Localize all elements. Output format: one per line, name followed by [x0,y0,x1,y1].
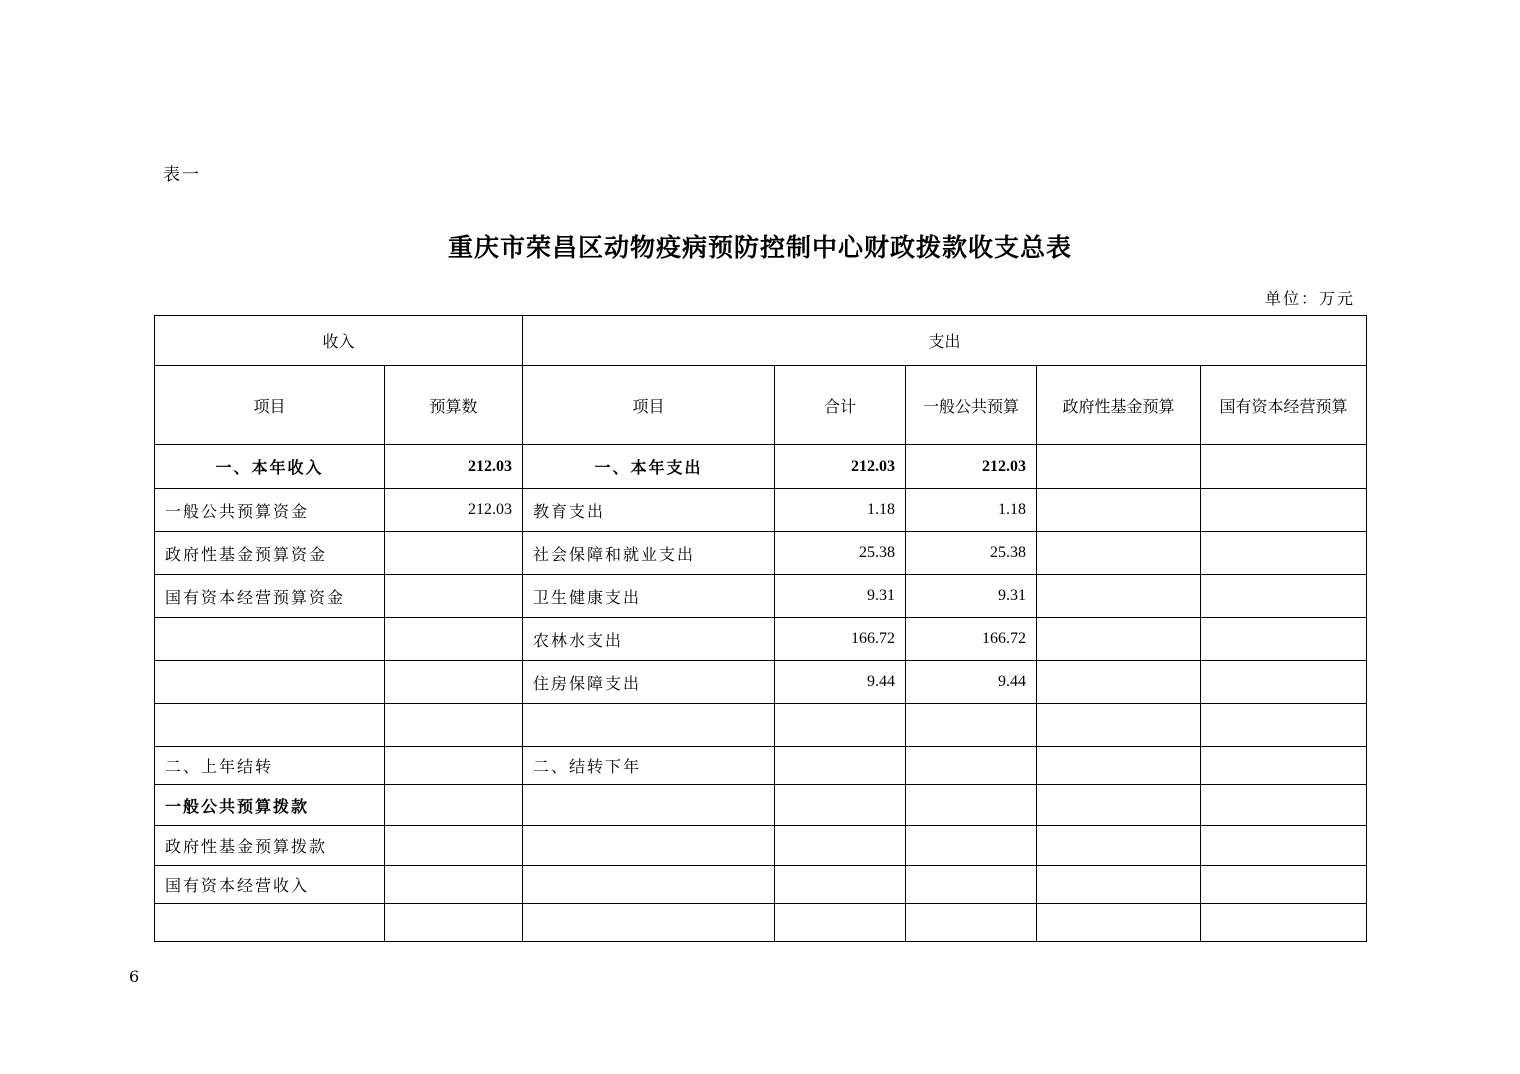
total-cell [775,826,906,866]
state-capital-cell [1201,618,1367,661]
income-item-cell [155,904,385,942]
income-budget-cell [385,785,523,826]
table-row [155,489,1367,532]
general-budget-cell [906,826,1037,866]
state-capital-cell [1201,866,1367,904]
income-budget-cell: 212.03 [385,445,523,489]
income-item-cell: 政府性基金预算资金 [155,532,385,575]
state-capital-cell [1201,785,1367,826]
total-cell: 166.72 [775,618,906,661]
expense-item-cell [523,826,775,866]
general-budget-cell: 212.03 [906,445,1037,489]
table-label: 表一 [163,165,201,185]
expense-item-cell: 社会保障和就业支出 [523,532,775,575]
income-header: 收入 [155,316,523,366]
state-capital-cell [1201,704,1367,747]
table-row [155,618,1367,661]
total-cell [775,747,906,785]
total-cell: 9.44 [775,661,906,704]
table-row [155,445,1367,489]
general-budget-cell: 166.72 [906,618,1037,661]
total-cell [775,785,906,826]
income-budget-cell [385,826,523,866]
income-item-cell: 二、上年结转 [155,747,385,785]
table-row [155,532,1367,575]
state-capital-cell [1201,661,1367,704]
income-budget-cell [385,747,523,785]
gov-fund-cell [1037,904,1201,942]
budget-table [154,315,1367,942]
table-row [155,661,1367,704]
total-cell: 25.38 [775,532,906,575]
total-cell: 212.03 [775,445,906,489]
col-total: 合计 [775,366,906,445]
general-budget-cell: 25.38 [906,532,1037,575]
expense-item-cell [523,904,775,942]
income-budget-cell [385,704,523,747]
expense-item-cell: 卫生健康支出 [523,575,775,618]
gov-fund-cell [1037,661,1201,704]
total-cell [775,904,906,942]
table-row [155,904,1367,942]
state-capital-cell [1201,575,1367,618]
state-capital-cell [1201,445,1367,489]
income-item-cell: 一般公共预算资金 [155,489,385,532]
gov-fund-cell [1037,704,1201,747]
col-gov-fund-budget: 政府性基金预算 [1037,366,1201,445]
col-state-capital-budget: 国有资本经营预算 [1201,366,1367,445]
income-item-cell: 政府性基金预算拨款 [155,826,385,866]
total-cell: 1.18 [775,489,906,532]
general-budget-cell: 9.44 [906,661,1037,704]
gov-fund-cell [1037,489,1201,532]
expense-item-cell: 农林水支出 [523,618,775,661]
table-row [155,785,1367,826]
income-budget-cell [385,532,523,575]
general-budget-cell [906,785,1037,826]
expense-item-cell [523,866,775,904]
total-cell [775,866,906,904]
unit-label: 单位：万元 [1264,289,1355,308]
table-row [155,826,1367,866]
income-budget-cell [385,575,523,618]
general-budget-cell [906,747,1037,785]
general-budget-cell: 9.31 [906,575,1037,618]
table-row [155,747,1367,785]
col-income-budget: 预算数 [385,366,523,445]
expense-header: 支出 [523,316,1367,366]
expense-item-cell [523,785,775,826]
gov-fund-cell [1037,532,1201,575]
state-capital-cell [1201,826,1367,866]
state-capital-cell [1201,532,1367,575]
income-budget-cell [385,866,523,904]
general-budget-cell [906,904,1037,942]
state-capital-cell [1201,904,1367,942]
gov-fund-cell [1037,575,1201,618]
income-item-cell: 国有资本经营预算资金 [155,575,385,618]
general-budget-cell: 1.18 [906,489,1037,532]
total-cell: 9.31 [775,575,906,618]
income-item-cell [155,618,385,661]
header-row-columns [155,366,1367,445]
expense-item-cell: 教育支出 [523,489,775,532]
col-expense-item: 项目 [523,366,775,445]
header-row-top [155,316,1367,366]
gov-fund-cell [1037,445,1201,489]
income-item-cell: 一、本年收入 [155,445,385,489]
general-budget-cell [906,704,1037,747]
income-item-cell: 国有资本经营收入 [155,866,385,904]
page-number: 6 [129,967,140,986]
income-budget-cell: 212.03 [385,489,523,532]
total-cell [775,704,906,747]
income-item-cell: 一般公共预算拨款 [155,785,385,826]
income-item-cell [155,661,385,704]
gov-fund-cell [1037,866,1201,904]
expense-item-cell: 二、结转下年 [523,747,775,785]
col-income-item: 项目 [155,366,385,445]
table-row [155,575,1367,618]
income-budget-cell [385,661,523,704]
table-row [155,866,1367,904]
income-item-cell [155,704,385,747]
income-budget-cell [385,618,523,661]
page-title: 重庆市荣昌区动物疫病预防控制中心财政拨款收支总表 [447,233,1072,262]
income-budget-cell [385,904,523,942]
table-row [155,704,1367,747]
col-general-budget: 一般公共预算 [906,366,1037,445]
state-capital-cell [1201,489,1367,532]
state-capital-cell [1201,747,1367,785]
expense-item-cell [523,704,775,747]
gov-fund-cell [1037,747,1201,785]
gov-fund-cell [1037,826,1201,866]
general-budget-cell [906,866,1037,904]
gov-fund-cell [1037,618,1201,661]
expense-item-cell: 住房保障支出 [523,661,775,704]
expense-item-cell: 一、本年支出 [523,445,775,489]
gov-fund-cell [1037,785,1201,826]
